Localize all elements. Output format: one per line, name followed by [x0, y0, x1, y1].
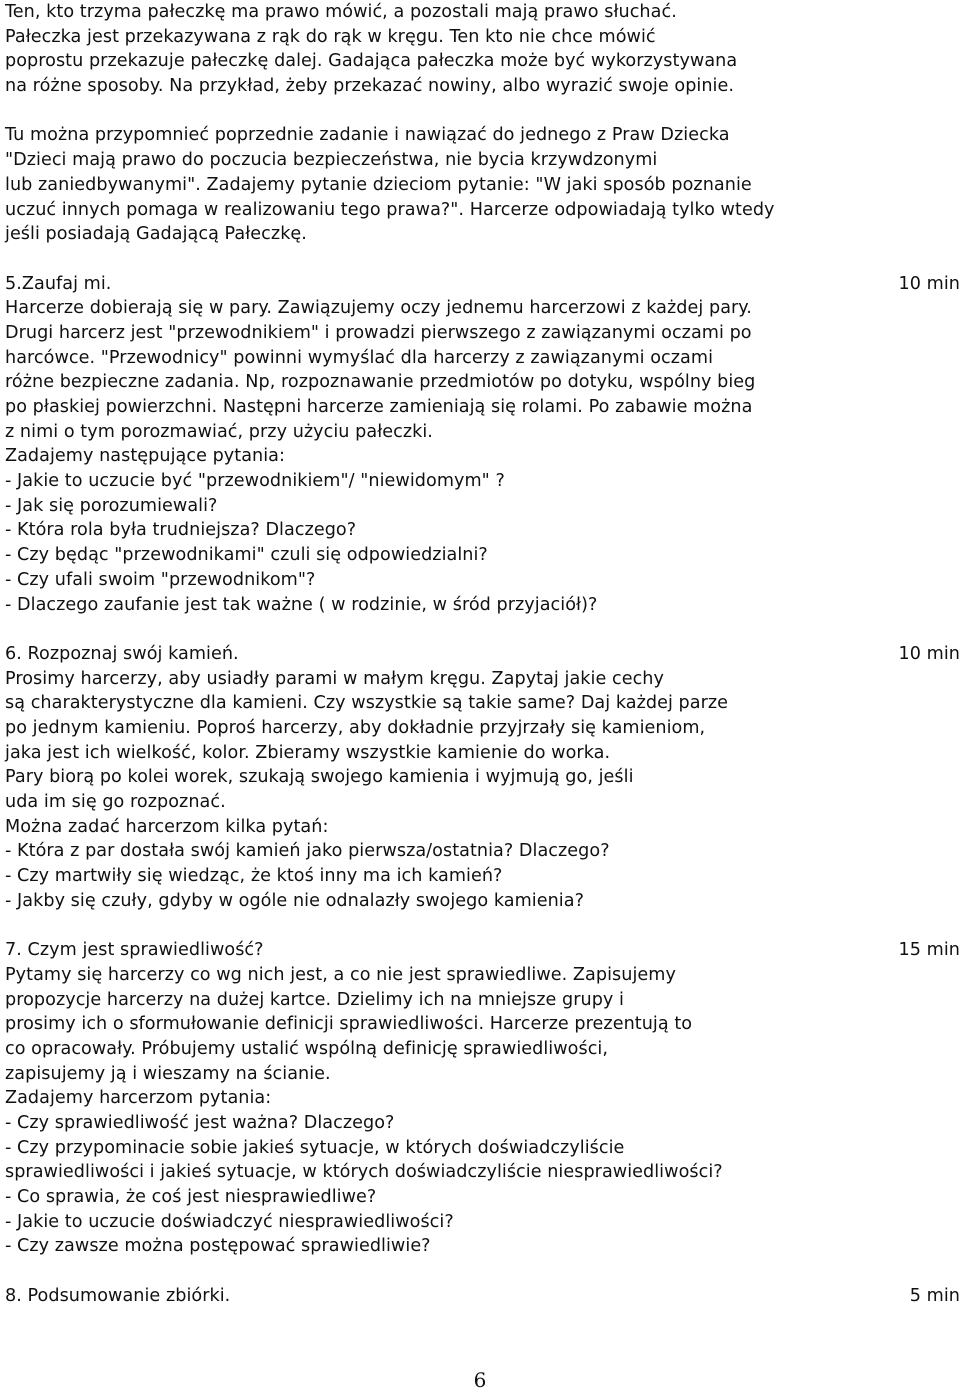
question-item: sprawiedliwości i jakieś sytuacje, w których doświadczyliście niesprawiedliwości? — [5, 1162, 723, 1183]
text-line: uczuć innych pomaga w realizowaniu tego prawa?". Harcerze odpowiadają tylko wtedy — [5, 199, 775, 220]
section-heading — [5, 938, 960, 963]
rights-paragraph — [5, 123, 960, 246]
text-line: Pary biorą po kolei worek, szukają swojego kamienia i wyjmują go, jeśli — [5, 767, 634, 788]
section-title: 6. Rozpoznaj swój kamień. — [5, 643, 239, 664]
document-page — [5, 0, 960, 1308]
text-line: Drugi harcerz jest "przewodnikiem" i prowadzi pierwszego z zawiązanymi oczami po — [5, 322, 752, 343]
text-line: Pytamy się harcerzy co wg nich jest, a co nie jest sprawiedliwe. Zapisujemy — [5, 964, 676, 985]
question-item: - Jakie to uczucie być "przewodnikiem"/ "niewidomym" ? — [5, 471, 505, 492]
text-line: z nimi o tym porozmawiać, przy użyciu pałeczki. — [5, 421, 433, 442]
text-line: Pałeczka jest przekazywana z rąk do rąk w kręgu. Ten kto nie chce mówić — [5, 26, 656, 47]
section-heading — [5, 272, 960, 297]
text-line: Zadajemy następujące pytania: — [5, 446, 285, 467]
text-line: Tu można przypomnieć poprzednie zadanie i nawiązać do jednego z Praw Dziecka — [5, 125, 730, 146]
question-item: - Która rola była trudniejsza? Dlaczego? — [5, 520, 357, 541]
section-podsumowanie — [5, 1284, 960, 1309]
text-line: propozycje harcerzy na dużej kartce. Dzielimy ich na mniejsze grupy i — [5, 989, 624, 1010]
text-line: różne bezpieczne zadania. Np, rozpoznawanie przedmiotów po dotyku, wspólny bieg — [5, 372, 756, 393]
section-duration: 10 min — [898, 643, 960, 664]
text-line: są charakterystyczne dla kamieni. Czy wszystkie są takie same? Daj każdej parze — [5, 693, 729, 714]
text-line: poprostu przekazuje pałeczkę dalej. Gadająca pałeczka może być wykorzystywana — [5, 51, 738, 72]
intro-paragraph — [5, 0, 960, 99]
question-item: - Co sprawia, że coś jest niesprawiedliwe? — [5, 1187, 377, 1207]
text-line: Harcerze dobierają się w pary. Zawiązujemy oczy jednemu harcerzowi z każdej pary. — [5, 298, 752, 319]
section-duration: 5 min — [909, 1285, 960, 1306]
section-title: 5.Zaufaj mi. — [5, 273, 112, 294]
question-item: - Czy będąc "przewodnikami" czuli się odpowiedzialni? — [5, 545, 488, 566]
text-line: na różne sposoby. Na przykład, żeby przekazać nowiny, albo wyrazić swoje opinie. — [5, 76, 735, 97]
question-item: - Czy martwiły się wiedząc, że ktoś inny ma ich kamień? — [5, 866, 503, 887]
page-number: 6 — [473, 1368, 487, 1392]
section-title: 7. Czym jest sprawiedliwość? — [5, 940, 264, 961]
text-line: jeśli posiadają Gadającą Pałeczkę. — [5, 224, 307, 245]
question-item: - Czy ufali swoim "przewodnikom"? — [5, 569, 316, 590]
section-duration: 10 min — [898, 273, 960, 294]
text-line: Ten, kto trzyma pałeczkę ma prawo mówić, a pozostali mają prawo słuchać. — [5, 2, 677, 22]
text-line: lub zaniedbywanymi". Zadajemy pytanie dzieciom pytanie: "W jaki sposób poznanie — [5, 174, 752, 195]
question-item: - Jakie to uczucie doświadczyć niesprawiedliwości? — [5, 1211, 454, 1232]
section-title: 8. Podsumowanie zbiórki. — [5, 1285, 231, 1306]
text-line: "Dzieci mają prawo do poczucia bezpieczeństwa, nie bycia krzywdzonymi — [5, 150, 658, 171]
section-duration: 15 min — [898, 940, 960, 961]
text-line: co opracowały. Próbujemy ustalić wspólną definicję sprawiedliwości, — [5, 1038, 609, 1059]
question-item: - Jakby się czuły, gdyby w ogóle nie odnalazły swojego kamienia? — [5, 890, 584, 911]
section-zaufaj-mi — [5, 272, 960, 618]
text-line: po płaskiej powierzchni. Następni harcerze zamieniają się rolami. Po zabawie można — [5, 397, 753, 417]
text-line: po jednym kamieniu. Poproś harcerzy, aby dokładnie przyjrzały się kamieniom, — [5, 717, 706, 738]
section-heading — [5, 1284, 960, 1309]
section-sprawiedliwosc — [5, 938, 960, 1259]
section-rozpoznaj-kamien — [5, 642, 960, 914]
question-item: - Która z par dostała swój kamień jako pierwsza/ostatnia? Dlaczego? — [5, 841, 610, 862]
question-item: - Czy przypominacie sobie jakieś sytuacje, w których doświadczyliście — [5, 1137, 625, 1158]
question-item: - Czy sprawiedliwość jest ważna? Dlaczego? — [5, 1112, 395, 1133]
text-line: zapisujemy ją i wieszamy na ścianie. — [5, 1063, 331, 1084]
question-item: - Dlaczego zaufanie jest tak ważne ( w rodzinie, w śród przyjaciół)? — [5, 594, 598, 615]
section-heading — [5, 642, 960, 667]
text-line: jaka jest ich wielkość, kolor. Zbieramy wszystkie kamienie do worka. — [5, 742, 611, 763]
text-line: harcówce. "Przewodnicy" powinni wymyślać dla harcerzy z zawiązanymi oczami — [5, 347, 714, 368]
question-item: - Jak się porozumiewali? — [5, 495, 218, 516]
text-line: Zadajemy harcerzom pytania: — [5, 1088, 272, 1109]
question-item: - Czy zawsze można postępować sprawiedliwie? — [5, 1236, 431, 1257]
text-line: Można zadać harcerzom kilka pytań: — [5, 816, 329, 837]
text-line: prosimy ich o sformułowanie definicji sprawiedliwości. Harcerze prezentują to — [5, 1014, 693, 1035]
text-line: Prosimy harcerzy, aby usiadły parami w małym kręgu. Zapytaj jakie cechy — [5, 668, 664, 689]
text-line: uda im się go rozpoznać. — [5, 792, 226, 812]
